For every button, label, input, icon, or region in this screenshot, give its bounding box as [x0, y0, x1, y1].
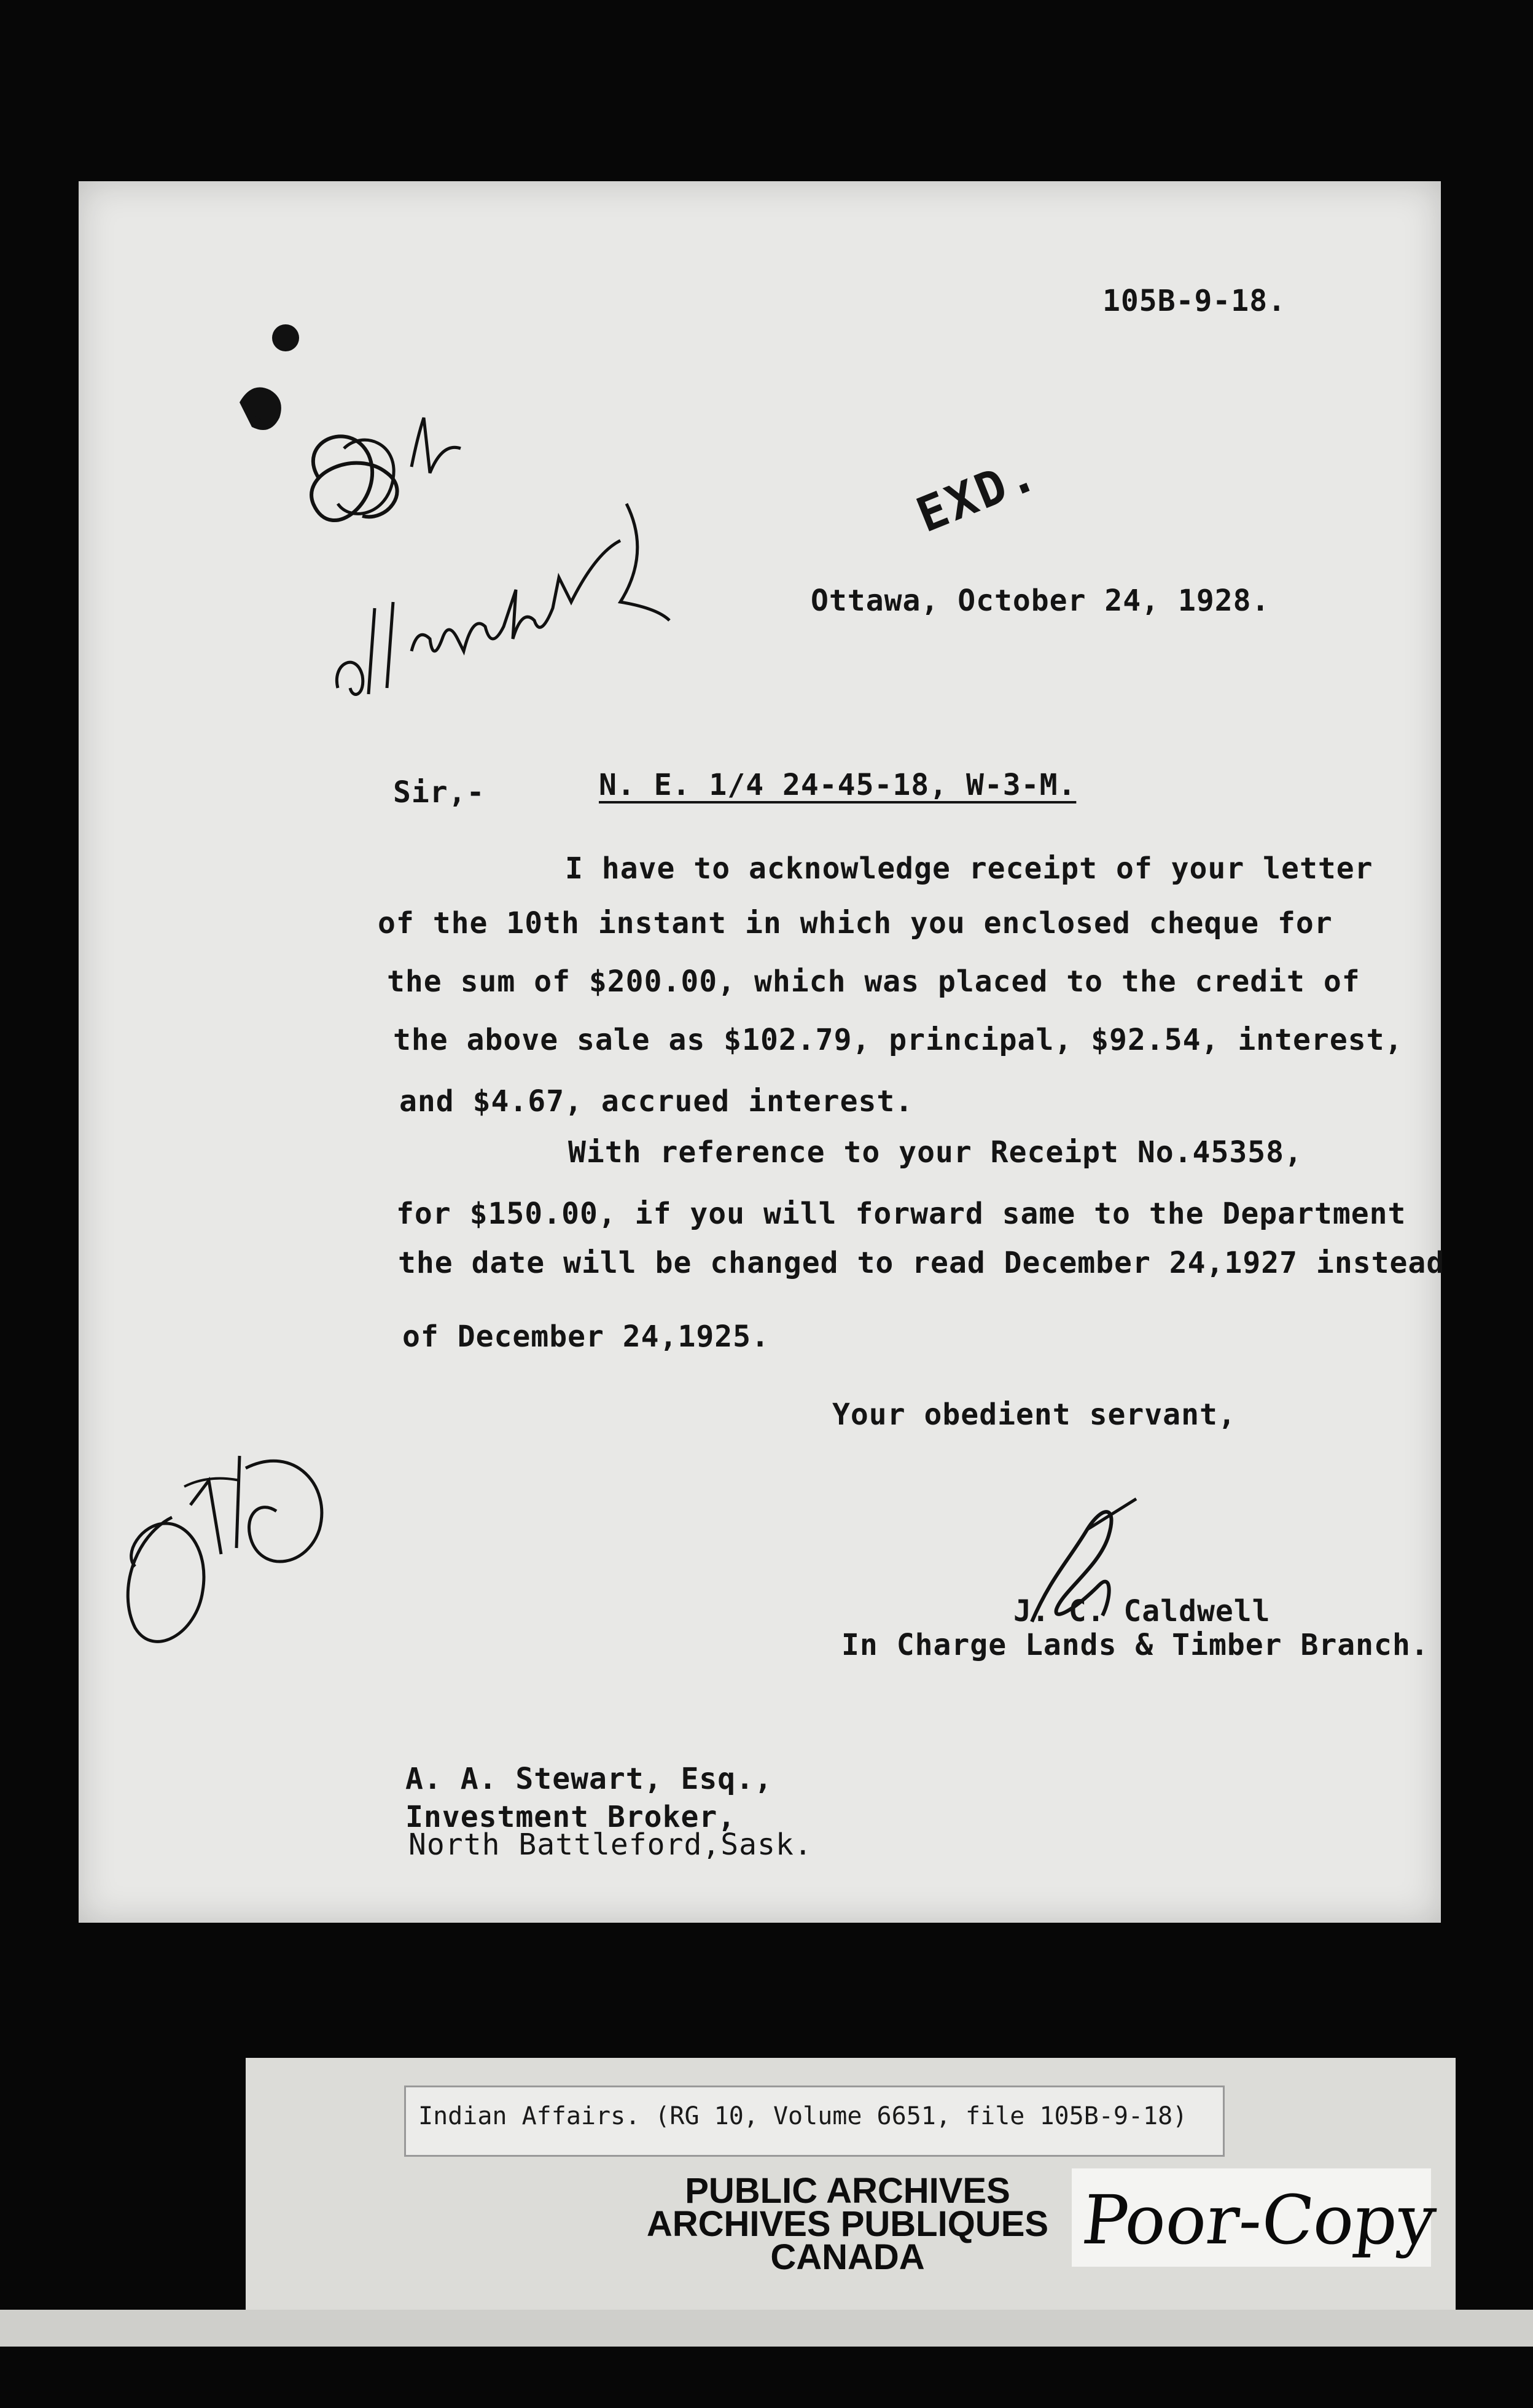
body-line: and $4.67, accrued interest. [399, 1084, 914, 1119]
body-line: the above sale as $102.79, principal, $92.54, interest, [393, 1023, 1403, 1057]
signature-title: In Charge Lands & Timber Branch. [841, 1628, 1429, 1662]
body-line: I have to acknowledge receipt of your letter [565, 851, 1373, 886]
archive-institution-line: CANADA [770, 2237, 925, 2277]
file-number: 105B-9-18. [1102, 284, 1286, 318]
archive-institution-line: ARCHIVES PUBLIQUES [646, 2204, 1049, 2244]
subject-line: N. E. 1/4 24-45-18, W-3-M. [599, 768, 1077, 802]
body-line: of December 24,1925. [402, 1319, 770, 1354]
archive-reference-box [404, 2086, 1225, 2157]
body-line: With reference to your Receipt No.45358, [568, 1135, 1303, 1170]
addressee-occupation: Investment Broker, [405, 1800, 736, 1834]
body-line: for $150.00, if you will forward same to the Department [396, 1197, 1406, 1231]
archive-institution [614, 2171, 1081, 2277]
body-line: the sum of $200.00, which was placed to the credit of [387, 964, 1360, 999]
poor-copy-text: Poor-Copy [1079, 2181, 1440, 2259]
signature-name: J. C. Caldwell [1013, 1594, 1271, 1628]
archive-reference: Indian Affairs. (RG 10, Volume 6651, file 105B-9-18) [418, 2102, 1188, 2130]
archive-institution-line: PUBLIC ARCHIVES [685, 2171, 1010, 2211]
handwritten-initials-icon [98, 1431, 356, 1665]
poor-copy-label [1072, 2168, 1440, 2267]
place-date: Ottawa, October 24, 1928. [811, 584, 1270, 618]
body-line: the date will be changed to read December 24,1927 instead [398, 1246, 1445, 1280]
closing: Your obedient servant, [832, 1398, 1236, 1432]
exd-stamp: EXD. [909, 445, 1047, 544]
salutation: Sir,- [393, 775, 485, 810]
handwritten-annotation-icon [227, 319, 694, 713]
addressee-location: North Battleford,Sask. [408, 1828, 813, 1862]
addressee-name: A. A. Stewart, Esq., [405, 1762, 773, 1796]
body-line: of the 10th instant in which you enclosed cheque for [378, 906, 1333, 940]
bottom-band [0, 2310, 1533, 2347]
